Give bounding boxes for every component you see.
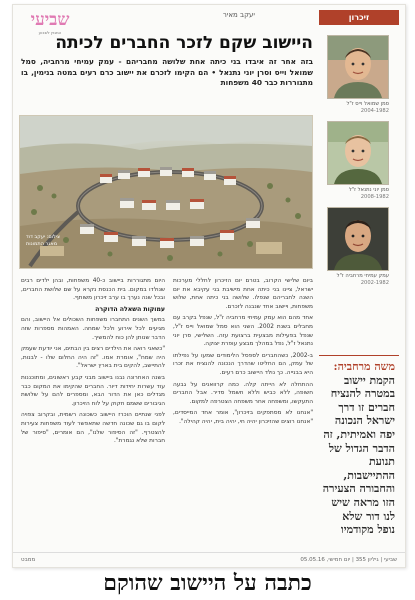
- body-paragraph: לפני שנתיים הוכרז היישוב כשכונה רשמית, ובקרוב צפויה לקום בו גם שכונה חדשה שתאפשר לעוד משפחות צעירות להצטרף. "זה הסיפור שלנו", הם אומרים, "סיפור של חברות שלא נגמרת".: [21, 412, 165, 445]
- body-paragraph: בשנה האחרונה נבנו ביישוב מבני קבע ראשונים, ומתוכננות עוד עשרות יחידות דיור. החברים שהקימו את המקום כבר מגדלים כאן את הדור הבא, ומספרים להם על שלושת הגיבורים ששמם חקוק על לוח הזיכרון.: [21, 374, 165, 407]
- aerial-photo-illustration: [20, 116, 312, 268]
- portrait-photo: [327, 207, 389, 271]
- pull-quote-text: [319, 356, 399, 537]
- footer-page: ממבט: [21, 557, 36, 563]
- body-paragraph: אחד מהם הוא עמק עמיחי מרחביה ז"ל, שנפל בקרב עם מחבלים בשנת 2002. השני הוא סמל שמואל וייס ז"ל, שנפל בפעילות מבצעית ברצועת עזה. השלישי, סרן יוני נתנאל ז"ל, נפל במהלך מבצע עופרת יצוקה.: [173, 315, 313, 348]
- body-paragraph: היום מתגוררות ביישוב כ-40 משפחות, ובהן ילדים רבים שנולדו במקום. בית הכנסת נקרא על שם שלושת החברים, ובכל שנה נערך בו ערב זיכרון משותף.: [21, 278, 165, 302]
- portrait-caption: [329, 273, 389, 287]
- pull-quote: [319, 355, 399, 540]
- body-paragraph: ביום שלישי הקרוב, בטרם יום הזיכרון לחללי מערכות ישראל, ציינו בני כיתה אחת מישיבת בני עקיבא את יום השנה לחבריהם שנפלו. שלושה בני כיתה אחת, שלוש משפחות, ויישוב אחד שנבנה לזכרם.: [173, 278, 313, 310]
- portrait-years: 2008-1982: [360, 194, 389, 200]
- portrait-photo: [327, 121, 389, 185]
- portrait-years: 2004-1982: [360, 108, 389, 114]
- body-paragraph: "אנחנו לא מסתפקים בזיכרון", אומר אחד המייסדים, "אנחנו רוצים שהזיכרון יהיה חי, יהיה בית, יהיה קהילה".: [173, 410, 313, 425]
- logo-tagline: המגזין לשבוע: [38, 30, 62, 35]
- body-paragraph: "כשאני רואה את הילדים רצים בין הבתים, אני יודעת שעמק היה שמח", אומרת אמו. "זה היה החלום שלו - לבנות, להתיישב, להקים בית בארץ ישראל".: [21, 346, 165, 370]
- portrait-photo: [327, 35, 389, 99]
- body-column-left: [21, 277, 165, 542]
- footer-issue: שביעי | גיליון 355 | יום חמישי, 05.05.16: [300, 557, 397, 563]
- article-lead: בזה אחר זה איבדו בני כיתה אחת שלושה מחבריהם - עמק עמיחי מרחביה, סמל שמואל וייס וסרן יוני נתנאל • הם הקימו לזכרם את יישוב כרם רעים במטה בנימין, בו מתגוררות כבר 40 משפחות: [21, 57, 313, 87]
- portrait-caption: [329, 187, 389, 201]
- page-footer: [13, 552, 405, 567]
- section-label: זיכרון: [319, 10, 399, 25]
- logo-word: שביעי: [30, 10, 70, 30]
- aerial-settlement-photo: [19, 115, 313, 269]
- author-byline: יעקב מאיר: [222, 11, 255, 19]
- body-paragraph: במשך השנים התחברו משפחות השכולים אל היישוב, והם מגיעים לכל אירוע ולכל שמחה. האמהות מספרות שזה הדבר שנותן להן כוח להמשיך.: [21, 317, 165, 341]
- portraits-sidebar: [319, 29, 399, 292]
- portrait-name: סמן שמואל וייס ז"ל: [346, 101, 389, 107]
- body-paragraph: ההתחלה לא הייתה קלה. כמה קרוואנים על גבעה חשופה, ללא כביש וללא חשמל סדיר. אבל החברים התעקשו, ומשפחה אחר משפחה הצטרפה למקום.: [173, 381, 313, 405]
- portrait-name: עמק עמיחי מרחביה ז"ל: [336, 273, 389, 279]
- article-headline: היישוב שקם לזכר החברים לכיתה: [55, 33, 313, 53]
- article-subhead: עמוקות השאלה הדוקרה: [95, 305, 165, 313]
- photo-credit: צילום: יעקב דוד מאגר התמונות: [26, 234, 60, 247]
- magazine-page: [12, 4, 406, 568]
- body-column-right: [173, 277, 313, 542]
- portrait-caption: [329, 101, 389, 115]
- image-caption: כתבה על היישוב שהוקם: [103, 570, 312, 596]
- pull-quote-body: הקמת יישוב במטרה להנציח חברים זו דרך ישראל הנכונה יפה ואמיתית, זה הדבר הגדול של תנועת ההתיישבות, והחבורה הצעירה הזו מראה שיש לנו דור שלא נופל מקודמיו: [322, 373, 395, 537]
- body-paragraph: ב-2002, כשהחברים לספסל הלימודים שמעו על נפילתו של עמק, הם החליטו שהדרך הנכונה להנציח את זכרו היא בבנייה. כך נולד היישוב כרם רעים.: [173, 352, 313, 376]
- portrait-years: 2002-1982: [360, 280, 389, 286]
- pull-quote-speaker: משה מרחביה:: [333, 360, 395, 373]
- portrait-name: סמן יוני נתנאל ז"ל: [348, 187, 389, 193]
